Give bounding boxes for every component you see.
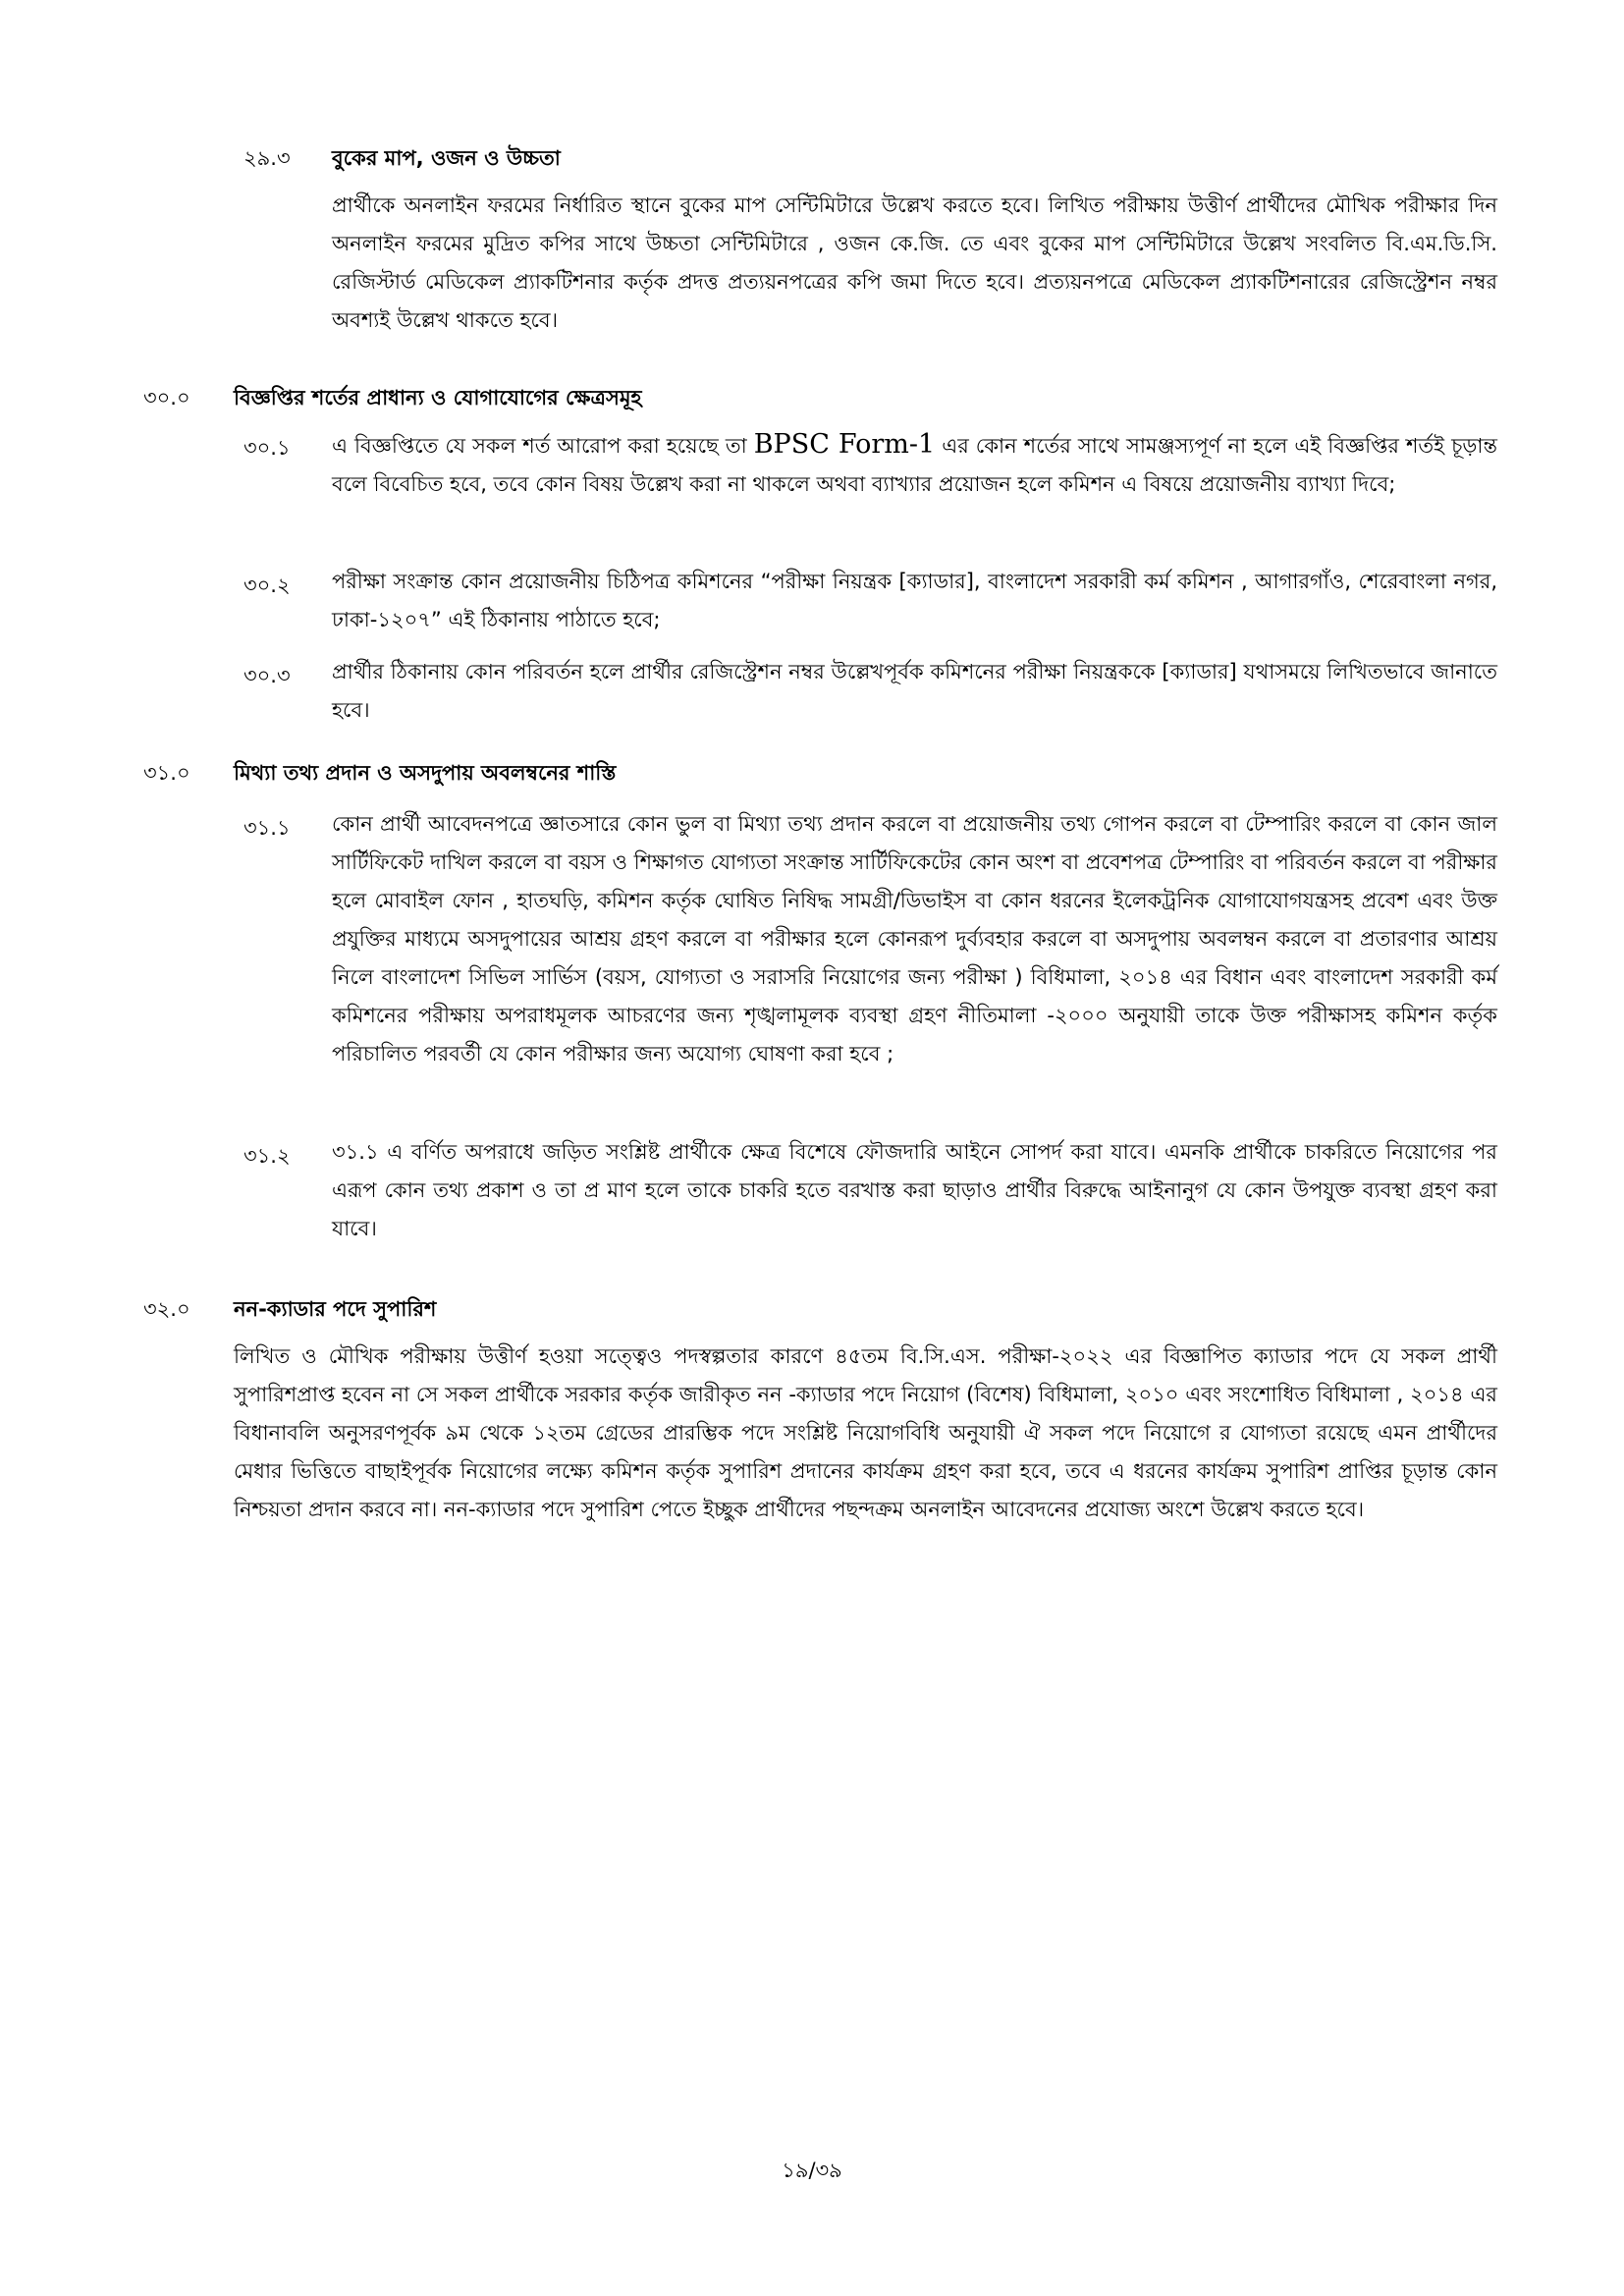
section-heading: বিজ্ঞপ্তির শর্তের প্রাধান্য ও যোগাযোগের ক্ষেত্রসমূহ <box>234 386 642 410</box>
subsection-number: ৩১.১ <box>244 816 291 840</box>
subsection-text: প্রার্থীর ঠিকানায় কোন পরিবর্তন হলে প্রার্থীর রেজিস্ট্রেশন নম্বর উল্লেখপূর্বক কমিশনের পরীক্ষা নিয়ন্ত্রককে [ক্যাডার] যথাসময়ে লিখিতভাবে জানাতে হবে। <box>332 660 1497 722</box>
section-body: প্রার্থীকে অনলাইন ফরমের নির্ধারিত স্থানে বুকের মাপ সেন্টিমিটারে উল্লেখ করতে হবে। লিখিত পরীক্ষায় উত্তীর্ণ প্রার্থীদের মৌখিক পরীক্ষার দিন অনলাইন ফরমের মুদ্রিত কপির সাথে উচ্চতা সেন্টিমিটারে , ওজন কে.জি. তে এবং বুকের মাপ সেন্টিমিটারে উল্লেখ সংবলিত বি.এম.ডি.সি. রেজিস্টার্ড মেডিকেল প্র্যাকটিশনার কর্তৃক প্রদত্ত প্রত্যয়নপত্রের কপি জমা দিতে হবে। প্রত্যয়নপত্রে মেডিকেল প্র্যাকটিশনারের রেজিস্ট্রেশন নম্বর অবশ্যই উল্লেখ থাকতে হবে। <box>332 193 1497 332</box>
subsection-number: ৩১.২ <box>244 1144 291 1168</box>
section-body: লিখিত ও মৌখিক পরীক্ষায় উত্তীর্ণ হওয়া সত্ত্বেও পদস্বল্পতার কারণে ৪৫তম বি.সি.এস. পরীক্ষা-২০২২ এর বিজ্ঞাপিত ক্যাডার পদে যে সকল প্রার্থী সুপারিশপ্রাপ্ত হবেন না সে সকল প্রার্থীকে সরকার কর্তৃক জারীকৃত নন -ক্যাডার পদে নিয়োগ (বিশেষ) বিধিমালা, ২০১০ এবং সংশোধিত বিধিমালা , ২০১৪ এর বিধানাবলি অনুসরণপূর্বক ৯ম থেকে ১২তম গ্রেডের প্রারম্ভিক পদে সংশ্লিষ্ট নিয়োগবিধি অনুযায়ী ঐ সকল পদে নিয়োগে র যোগ্যতা রয়েছে এমন প্রার্থীদের মেধার ভিত্তিতে বাছাইপূর্বক নিয়োগের লক্ষ্যে কমিশন কর্তৃক সুপারিশ প্রদানের কার্যক্রম গ্রহণ করা হবে, তবে এ ধরনের কার্যক্রম সুপারিশ প্রাপ্তির চূড়ান্ত কোন নিশ্চয়তা প্রদান করবে না। নন-ক্যাডার পদে সুপারিশ পেতে ইচ্ছুক প্রার্থীদের পছন্দক্রম অনলাইন আবেদনের প্রযোজ্য অংশে উল্লেখ করতে হবে। <box>234 1344 1497 1521</box>
section-heading: মিথ্যা তথ্য প্রদান ও অসদুপায় অবলম্বনের শাস্তি <box>234 761 617 785</box>
section-number: ৩০.০ <box>143 386 190 410</box>
subsection-number: ৩০.১ <box>244 436 291 460</box>
section-heading: নন-ক্যাডার পদে সুপারিশ <box>234 1297 437 1321</box>
section-number: ২৯.৩ <box>244 146 291 170</box>
subsection-text: কোন প্রার্থী আবেদনপত্রে জ্ঞাতসারে কোন ভুল বা মিথ্যা তথ্য প্রদান করলে বা প্রয়োজনীয় তথ্য গোপন করলে বা টেম্পারিং করলে বা কোন জাল সার্টিফিকেট দাখিল করলে বা বয়স ও শিক্ষাগত যোগ্যতা সংক্রান্ত সার্টিফিকেটের কোন অংশ বা প্রবেশপত্র টেম্পারিং বা পরিবর্তন করলে বা পরীক্ষার হলে মোবাইল ফোন , হাতঘড়ি, কমিশন কর্তৃক ঘোষিত নিষিদ্ধ সামগ্রী/ডিভাইস বা কোন ধরনের ইলেকট্রনিক যোগাযোগযন্ত্রসহ প্রবেশ এবং উক্ত প্রযুক্তির মাধ্যমে অসদুপায়ের আশ্রয় গ্রহণ করলে বা পরীক্ষার হলে কোনরূপ দুর্ব্যবহার করলে বা অসদুপায় অবলম্বন করলে বা প্রতারণার আশ্রয় নিলে বাংলাদেশ সিভিল সার্ভিস (বয়স, যোগ্যতা ও সরাসরি নিয়োগের জন্য পরীক্ষা ) বিধিমালা, ২০১৪ এর বিধান এবং বাংলাদেশ সরকারী কর্ম কমিশনের পরীক্ষায় অপরাধমূলক আচরণের জন্য শৃঙ্খলামূলক ব্যবস্থা গ্রহণ নীতিমালা -২০০০ অনুযায়ী তাকে উক্ত পরীক্ষাসহ কমিশন কর্তৃক পরিচালিত পরবর্তী যে কোন পরীক্ষার জন্য অযোগ্য ঘোষণা করা হবে ; <box>332 812 1497 1066</box>
subsection-text: এ বিজ্ঞপ্তিতে যে সকল শর্ত আরোপ করা হয়েছে তা BPSC Form-1 এর কোন শর্তের সাথে সামঞ্জস্যপূর্ণ না হলে এই বিজ্ঞপ্তির শর্তই চূড়ান্ত বলে বিবেচিত হবে, তবে কোন বিষয় উল্লেখ করা না থাকলে অথবা ব্যাখ্যার প্রয়োজন হলে কমিশন এ বিষয়ে প্রয়োজনীয় ব্যাখ্যা দিবে; <box>332 429 1497 496</box>
subsection-text: পরীক্ষা সংক্রান্ত কোন প্রয়োজনীয় চিঠিপত্র কমিশনের “পরীক্ষা নিয়ন্ত্রক [ক্যাডার], বাংলাদেশ সরকারী কর্ম কমিশন , আগারগাঁও, শেরেবাংলা নগর, ঢাকা-১২০৭” এই ঠিকানায় পাঠাতে হবে; <box>332 570 1498 631</box>
page-number: ১৯/৩৯ <box>782 2159 842 2182</box>
form-name: BPSC Form-1 <box>753 429 936 460</box>
section-number: ৩২.০ <box>143 1297 190 1321</box>
subsection-text: ৩১.১ এ বর্ণিত অপরাধে জড়িত সংশ্লিষ্ট প্রার্থীকে ক্ষেত্র বিশেষে ফৌজদারি আইনে সোপর্দ করা যাবে। এমনকি প্রার্থীকে চাকরিতে নিয়োগের পর এরূপ কোন তথ্য প্রকাশ ও তা প্র মাণ হলে তাকে চাকরি হতে বরখাস্ত করা ছাড়াও প্রার্থীর বিরুদ্ধে আইনানুগ যে কোন উপযুক্ত ব্যবস্থা গ্রহণ করা যাবে। <box>332 1140 1497 1240</box>
subsection-number: ৩০.৩ <box>244 664 291 687</box>
subsection-number: ৩০.২ <box>244 574 291 597</box>
section-heading: বুকের মাপ, ওজন ও উচ্চতা <box>332 146 561 170</box>
section-number: ৩১.০ <box>143 761 190 785</box>
